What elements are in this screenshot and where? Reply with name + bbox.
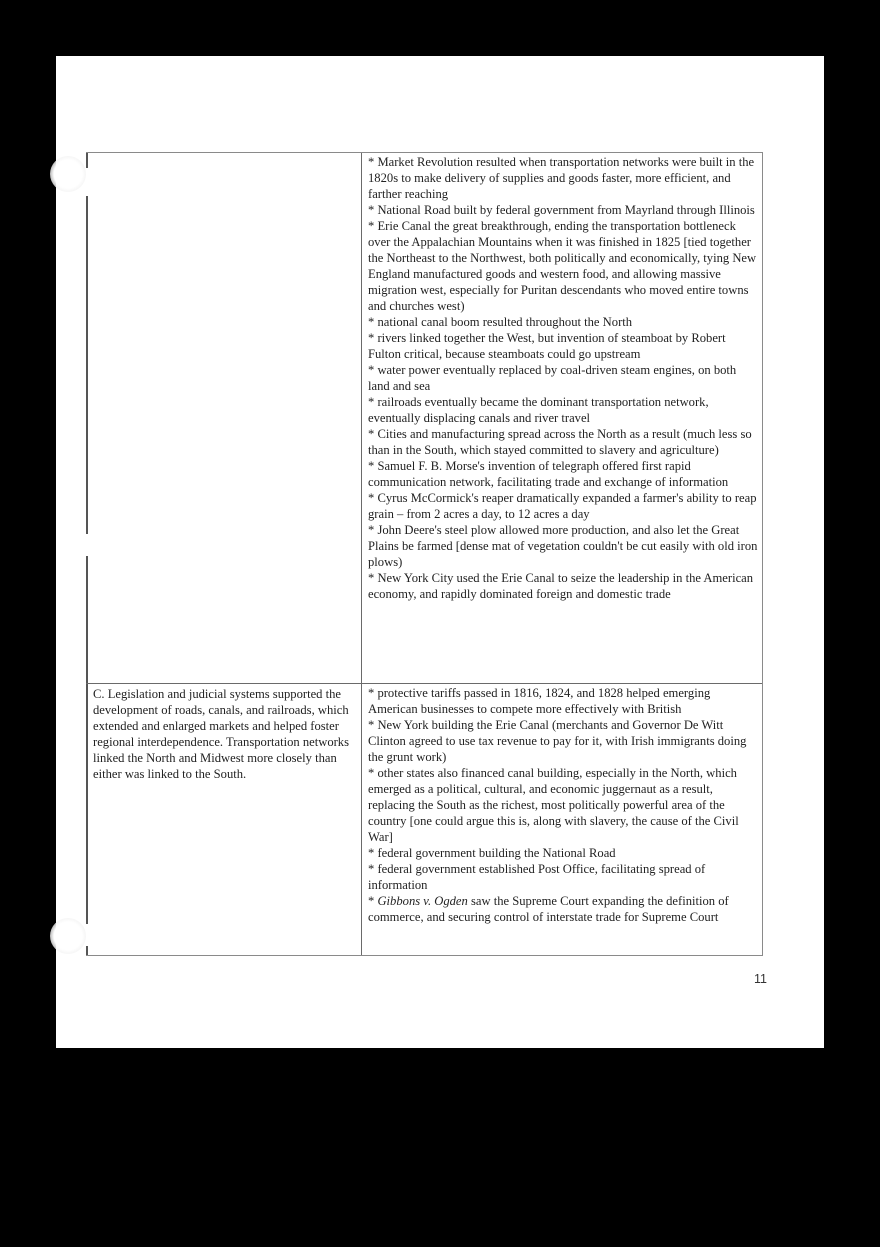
note-bullet: * Cyrus McCormick's reaper dramatically expanded a farmer's ability to reap grain – from 2 acres a day, to 12 acres a day	[368, 491, 757, 521]
note-bullet: * national canal boom resulted throughout the North	[368, 315, 633, 329]
note-bullet: * protective tariffs passed in 1816, 1824, and 1828 helped emerging American businesses to compete more effectively with British	[368, 686, 711, 716]
notes-cell	[362, 153, 762, 683]
topic-cell	[86, 153, 362, 683]
note-bullet: * federal government building the National Road	[368, 846, 616, 860]
outline-table	[86, 152, 763, 956]
border-gap	[86, 534, 90, 556]
note-bullet: * Erie Canal the great breakthrough, ending the transportation bottleneck over the Appalachian Mountains when it was finished in 1825 [tied together the Northeast to the Northwest, both politically and economically, tying New England manufactured goods and western food, and allowing massive migration west, especially for Puritan descendants who moved entire towns and churches west)	[368, 219, 757, 313]
topic-cell: C. Legislation and judicial systems supported the development of roads, canals, and railroads, which extended and enlarged markets and helped foster regional interdependence. Transportation networks linked the North and Midwest more closely than either was linked to the South.	[86, 684, 362, 955]
hole-punch-mark	[50, 918, 86, 954]
border-gap	[86, 924, 90, 946]
note-bullet: * National Road built by federal government from Mayrland through Illinois	[368, 203, 755, 217]
case-name: Gibbons v. Ogden	[377, 894, 468, 908]
note-bullet: * water power eventually replaced by coal-driven steam engines, on both land and sea	[368, 363, 737, 393]
bullet-prefix: *	[368, 894, 378, 908]
note-bullet: * New York building the Erie Canal (merchants and Governor De Witt Clinton agreed to use tax revenue to pay for it, with Irish immigrants doing the grunt work)	[368, 718, 747, 764]
note-bullet: * Samuel F. B. Morse's invention of telegraph offered first rapid communication network, facilitating trade and exchange of information	[368, 459, 729, 489]
table-row	[86, 683, 762, 955]
note-bullet: * John Deere's steel plow allowed more production, and also let the Great Plains be farmed [dense mat of vegetation couldn't be cut easily with old iron plows)	[368, 523, 758, 569]
note-bullet: * Cities and manufacturing spread across the North as a result (much less so than in the South, which stayed committed to slavery and agriculture)	[368, 427, 752, 457]
notes-cell	[362, 684, 762, 955]
note-bullet: * railroads eventually became the dominant transportation network, eventually displacing canals and river travel	[368, 395, 709, 425]
note-bullet: * New York City used the Erie Canal to seize the leadership in the American economy, and rapidly dominated foreign and domestic trade	[368, 571, 754, 601]
hole-punch-mark	[50, 156, 86, 192]
note-bullet-case	[368, 893, 758, 925]
note-bullet: * rivers linked together the West, but invention of steamboat by Robert Fulton critical, because steamboats could go upstream	[368, 331, 726, 361]
bullet-rest: saw the Supreme Court expanding the definition of commerce, and securing control of interstate trade for Supreme Court	[368, 894, 729, 924]
border-gap	[86, 168, 90, 196]
note-bullet: * other states also financed canal building, especially in the North, which emerged as a political, cultural, and economic juggernaut as a result, replacing the South as the richest, most politically powerful area of the country [one could argue this is, along with slavery, the cause of the Civil War]	[368, 766, 739, 844]
table-row	[86, 153, 762, 683]
page-number: 11	[754, 972, 767, 986]
document-page	[56, 56, 824, 1048]
note-bullet: * Market Revolution resulted when transportation networks were built in the 1820s to make delivery of supplies and goods faster, more efficient, and farther reaching	[368, 155, 755, 201]
note-bullet: * federal government established Post Office, facilitating spread of information	[368, 862, 706, 892]
